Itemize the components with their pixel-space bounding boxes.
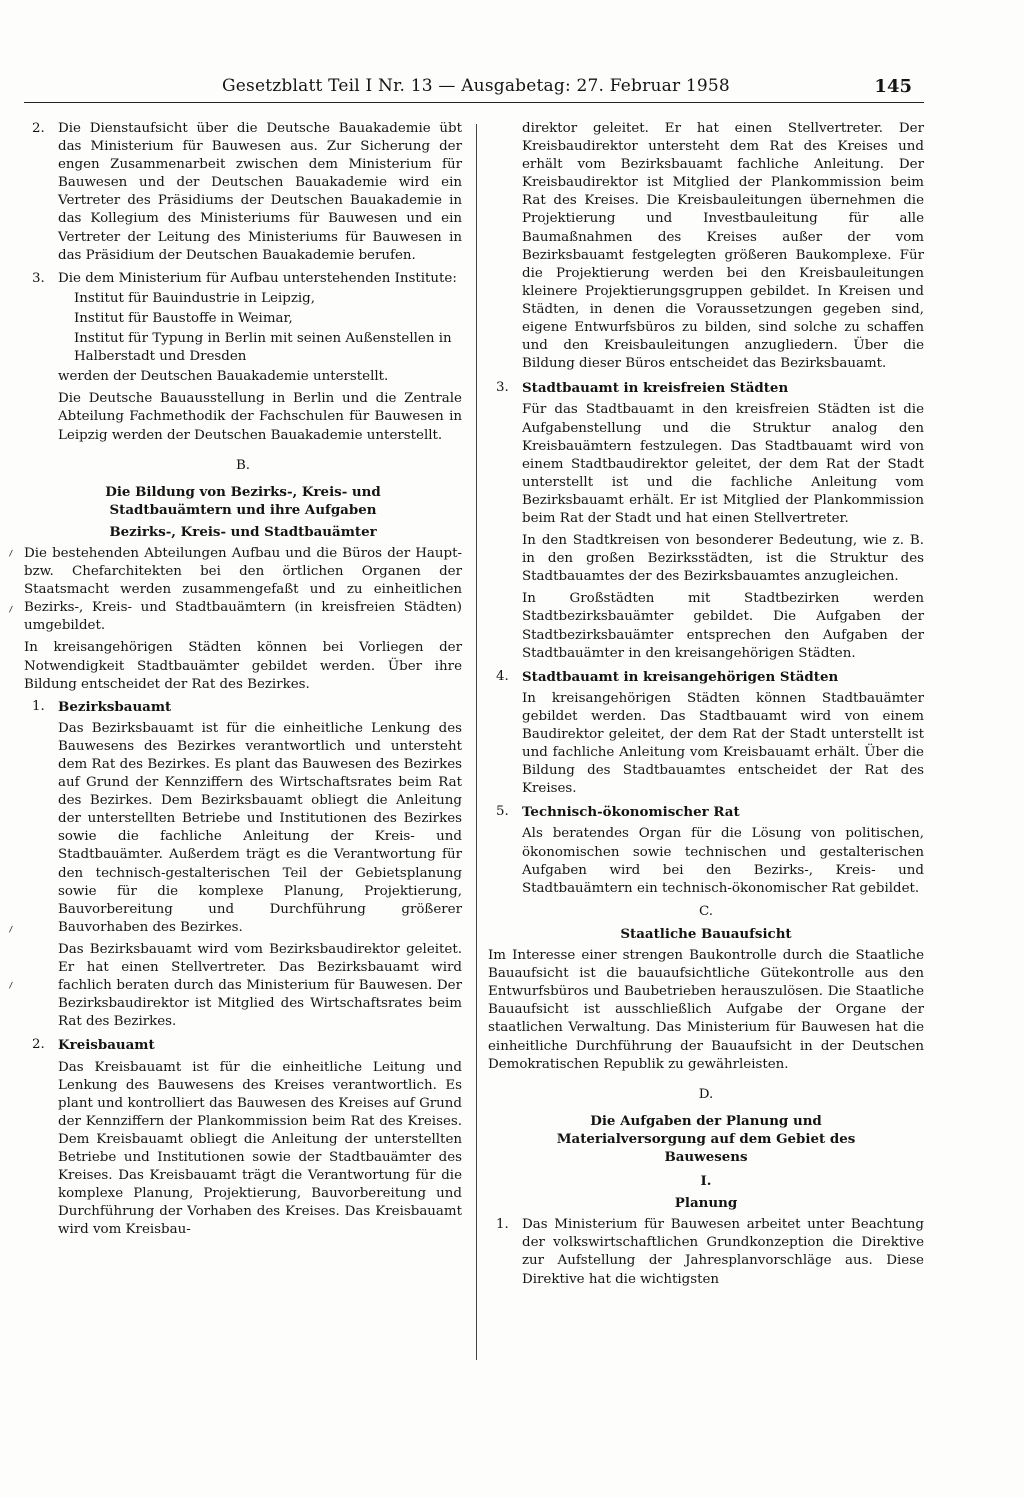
section-roman-numeral: I.: [700, 1173, 712, 1190]
page-number: 145: [874, 76, 912, 97]
item-paragraph: Das Ministerium für Bauwesen arbeitet unter Beachtung der volkswirtschaftlichen Grundkonzeption die Direktive zur Aufstellung der Jahresplanvorschläge aus. Diese Direktive hat die wichtigsten: [522, 1217, 924, 1287]
item-number: 2.: [32, 121, 45, 136]
item-paragraph: In Großstädten mit Stadtbezirken werden Stadtbezirksbauämter gebildet. Die Aufgaben der Stadtbezirksbauämter entsprechen den Aufgaben der Stadtbauämter in den kreisangehörigen Städten.: [522, 591, 924, 661]
item-paragraph: Das Bezirksbauamt wird vom Bezirksbaudirektor geleitet. Er hat einen Stellvertreter. Das Bezirksbauamt wird fachlich beraten durch das Ministerium für Bauwesen. Der Bezirksbaudirektor ist Mitglied des Wirtschaftsrates beim Rat des Bezirkes.: [58, 941, 462, 1030]
header-title: Gesetzblatt Teil I Nr. 13 — Ausgabetag: 27. Februar 1958: [222, 76, 730, 96]
item-paragraph: Als beratendes Organ für die Lösung von politischen, ökonomischen sowie technischen und gestalterischen Aufgaben wird bei den Bezirks-, Kreis- und Stadtbauämtern ein technisch-ökonomischer Rat gebildet.: [522, 826, 924, 896]
section-subtitle-d: Planung: [674, 1195, 738, 1212]
item-number: 2.: [32, 1037, 45, 1053]
body-paragraph: Im Interesse einer strengen Baukontrolle durch die Staatliche Bauaufsicht ist die bauaufsichtliche Gütekontrolle aus den Entwurfsbüros und Baubetrieben herauszulösen. Die Staatliche Bauaufsicht ist ausschließlich Aufgabe der Organe der staatlichen Verwaltung. Das Ministerium für Bauwesen hat die einheitliche Durchführung der Bauaufsicht in der Deutschen Demokratischen Republik zu gewährleisten.: [488, 948, 924, 1072]
numbered-item-kreisbauamt: [24, 1036, 462, 1239]
item-heading: Bezirksbauamt: [58, 698, 172, 715]
kreisbauamt-continuation: [488, 120, 924, 373]
section-title-d: Die Aufgaben der Planung und Materialversorgung auf dem Gebiet des Bauwesens: [556, 1112, 856, 1165]
section-letter-b: B.: [235, 457, 251, 473]
margin-tick-mark: ⸝: [3, 540, 17, 560]
item-paragraph: Die Deutsche Bauausstellung in Berlin und die Zentrale Abteilung Fachmethodik der Fachschulen für Bauwesen in Leipzig werden der Deutschen Bauakademie unterstellt.: [58, 391, 462, 443]
item-heading: Stadtbauamt in kreisfreien Städten: [522, 380, 789, 397]
institute-line: Institut für Typung in Berlin mit seinen Außenstellen in Halberstadt und Dresden: [74, 331, 452, 365]
section-letter-c: C.: [698, 903, 714, 919]
institute-line: Institut für Baustoffe in Weimar,: [74, 310, 293, 326]
section-title-c: Staatliche Bauaufsicht: [620, 925, 792, 942]
item-number: 5.: [496, 804, 509, 820]
institute-line: Institut für Bauindustrie in Leipzig,: [74, 290, 315, 306]
numbered-item-2: [24, 120, 462, 265]
item-number: 1.: [32, 698, 45, 714]
numbered-item-stadtbauamt-kreisangehoerig: [488, 668, 924, 799]
numbered-item-bezirksbauamt: [24, 698, 462, 1032]
item-text: Die Dienstaufsicht über die Deutsche Bauakademie übt das Ministerium für Bauwesen aus. Zur Sicherung der engen Zusammenarbeit zwischen dem Ministerium für Bauwesen und der Deutschen Bauakademie wird ein Vertreter des Präsidiums der Deutschen Bauakademie in das Kollegium des Ministeriums für Bauwesen und ein Vertreter der Leitung des Ministeriums für Bauwesen in das Präsidium der Deutschen Bauakademie berufen.: [58, 121, 462, 263]
margin-tick-mark: ⸝: [3, 972, 17, 992]
item-number: 4.: [496, 668, 509, 684]
item-number: 1.: [496, 1217, 509, 1233]
item-heading: Technisch-ökonomischer Rat: [522, 804, 740, 821]
item-number: 3.: [32, 270, 45, 286]
item-paragraph: direktor geleitet. Er hat einen Stellvertreter. Der Kreisbaudirektor untersteht dem Rat des Kreises und erhält vom Bezirksbauamt fachliche Anleitung. Der Kreisbaudirektor ist Mitglied der Plankommission beim Rat des Kreises. Die Kreisbauleitungen übernehmen die Projektierung und Investbauleitung für alle Baumaßnahmen des Kreises außer der vom Bezirksbauamt festgelegten größeren Baukomplexe. Für die Projektierung werden bei den Kreisbauleitungen kleinere Projektierungsgruppen gebildet. In Kreisen und Städten, in denen die Voraussetzungen gegeben sind, eigene Entwurfsbüros zu bilden, sind solche zu schaffen und den Kreisbauleitungen anzugliedern. Über die Bildung dieser Büros entscheidet das Bezirksbauamt.: [522, 121, 924, 372]
right-column: [488, 120, 924, 1294]
margin-tick-mark: ⸝: [3, 916, 17, 936]
item-heading: Stadtbauamt in kreisangehörigen Städten: [522, 668, 839, 685]
body-paragraph: Die bestehenden Abteilungen Aufbau und die Büros der Haupt- bzw. Chefarchitekten bei den örtlichen Organen der Staatsmacht werden zusammengefaßt und zu einheitlichen Bezirks-, Kreis- und Stadtbauämtern (in kreisfreien Städten) umgebildet.: [24, 545, 462, 634]
numbered-item-3: [24, 270, 462, 445]
left-column: [24, 120, 462, 1244]
item-paragraph: Das Bezirksbauamt ist für die einheitliche Lenkung des Bauwesens des Bezirkes verantwortlich und untersteht dem Rat des Bezirkes. Es plant das Bauwesen des Bezirkes auf Grund der Kennziffern des Wirtschaftsrates beim Rat des Bezirkes. Dem Bezirksbauamt obliegt die Anleitung der unterstellten Betriebe und Institutionen des Bezirkes sowie die fachliche Anleitung der Kreis- und Stadtbauämter. Außerdem trägt es die Verantwortung für den technisch-gestalterischen Teil der Gebietsplanung sowie für die komplexe Planung, Projektierung, Bauvorbereitung und Durchführung größerer Bauvorhaben des Bezirkes.: [58, 720, 462, 935]
item-after-text: werden der Deutschen Bauakademie unterstellt.: [58, 369, 389, 385]
numbered-item-planung-1: [488, 1216, 924, 1288]
margin-tick-mark: ⸝: [3, 596, 17, 616]
item-paragraph: Für das Stadtbauamt in den kreisfreien Städten ist die Aufgabenstellung und die Struktur analog den Kreisbauämtern festzulegen. Das Stadtbauamt wird von einem Stadtbaudirektor geleitet, der dem Rat der Stadt unterstellt ist und die fachliche Anleitung vom Bezirksbauamt erhält. Er ist Mitglied der Plankommission beim Rat der Stadt und hat einen Stellvertreter.: [522, 402, 924, 526]
item-paragraph: In kreisangehörigen Städten können Stadtbauämter gebildet werden. Das Stadtbauamt wird von einem Baudirektor geleitet, der dem Rat der Stadt unterstellt ist und fachliche Anleitung vom Kreisbauamt erhält. Über die Bildung des Stadtbauamtes entscheidet der Rat des Kreises.: [522, 690, 924, 797]
item-paragraph: Das Kreisbauamt ist für die einheitliche Leitung und Lenkung des Bauwesens des Kreises verantwortlich. Es plant und kontrolliert das Bauwesen des Kreises auf Grund der Kennziffern der Plankommission beim Rat des Kreises. Dem Kreisbauamt obliegt die Anleitung der unterstellten Betriebe und Institutionen sowie der Stadtbauämter des Kreises. Das Kreisbauamt trägt die Verantwortung für die komplexe Planung, Projektierung, Bauvorbereitung und Durchführung der Vorhaben des Kreises. Das Kreisbauamt wird vom Kreisbau-: [58, 1059, 462, 1238]
item-heading: Kreisbauamt: [58, 1037, 155, 1054]
item-number: 3.: [496, 380, 509, 396]
section-subtitle-b: Bezirks-, Kreis- und Stadtbauämter: [109, 523, 377, 540]
numbered-item-technischer-rat: [488, 803, 924, 897]
section-title-b: Die Bildung von Bezirks-, Kreis- und Stadtbauämtern und ihre Aufgaben: [105, 483, 381, 518]
running-header: [0, 76, 1024, 110]
numbered-item-stadtbauamt-kreisfrei: [488, 379, 924, 662]
column-divider: [476, 124, 477, 1360]
header-rule: [24, 102, 924, 103]
section-letter-d: D.: [698, 1086, 714, 1102]
body-paragraph: In kreisangehörigen Städten können bei Vorliegen der Notwendigkeit Stadtbauämter gebildet werden. Über ihre Bildung entscheidet der Rat des Bezirkes.: [24, 640, 462, 692]
item-intro: Die dem Ministerium für Aufbau unterstehenden Institute:: [58, 270, 457, 286]
item-paragraph: In den Stadtkreisen von besonderer Bedeutung, wie z. B. in den großen Bezirksstädten, ist die Struktur des Stadtbauamtes der des Bezirksbauamtes anzugleichen.: [522, 533, 924, 585]
